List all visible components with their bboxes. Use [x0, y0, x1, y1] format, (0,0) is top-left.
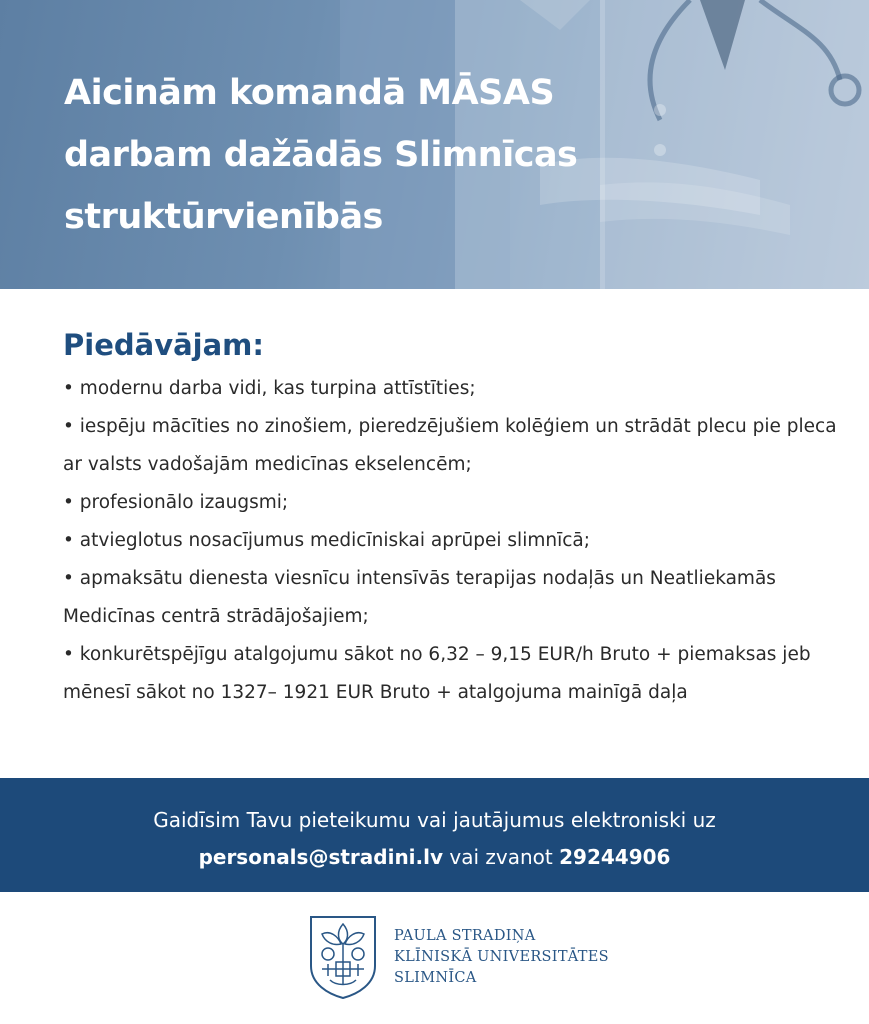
contact-details [0, 838, 869, 876]
contact-band [0, 778, 869, 892]
hospital-logo [308, 914, 609, 1000]
crest-icon [308, 914, 378, 1000]
list-item: • profesionālo izaugsmi; [63, 492, 289, 513]
hero-title [64, 62, 704, 248]
hospital-name-line: PAULA STRADIŅA [394, 927, 536, 944]
hospital-name [394, 926, 609, 989]
email-link[interactable]: personals@stradini.lv [198, 845, 444, 869]
hero-banner [0, 0, 869, 289]
list-item: • apmaksātu dienesta viesnīcu intensīvās terapijas nodaļās un Neatliekamās Medicīnas centrā strādājošajiem; [63, 568, 776, 627]
list-item: • atvieglotus nosacījumus medicīniskai aprūpei slimnīcā; [63, 530, 590, 551]
offer-heading: Piedāvājam: [63, 328, 264, 362]
hospital-name-line: KLĪNISKĀ UNIVERSITĀTES [394, 948, 609, 965]
hero-title-line: Aicinām komandā MĀSAS [64, 73, 555, 113]
offer-section [63, 324, 843, 712]
contact-intro: Gaidīsim Tavu pieteikumu vai jautājumus elektroniski uz [153, 808, 716, 832]
hero-title-line: darbam dažādās Slimnīcas [64, 135, 578, 175]
hero-title-line: struktūrvienībās [64, 197, 383, 237]
contact-connector: vai zvanot [443, 845, 560, 869]
hospital-name-line: SLIMNĪCA [394, 969, 477, 986]
offer-list [63, 370, 843, 712]
phone-number[interactable]: 29244906 [559, 845, 671, 869]
list-item: • iespēju mācīties no zinošiem, pieredzējušiem kolēģiem un strādāt plecu pie pleca ar valsts vadošajām medicīnas ekselencēm; [63, 416, 837, 475]
list-item: • konkurētspējīgu atalgojumu sākot no 6,32 – 9,15 EUR/h Bruto + piemaksas jeb mēnesī sākot no 1327– 1921 EUR Bruto + atalgojuma mainīgā daļa [63, 644, 811, 703]
list-item: • modernu darba vidi, kas turpina attīstīties; [63, 378, 476, 399]
